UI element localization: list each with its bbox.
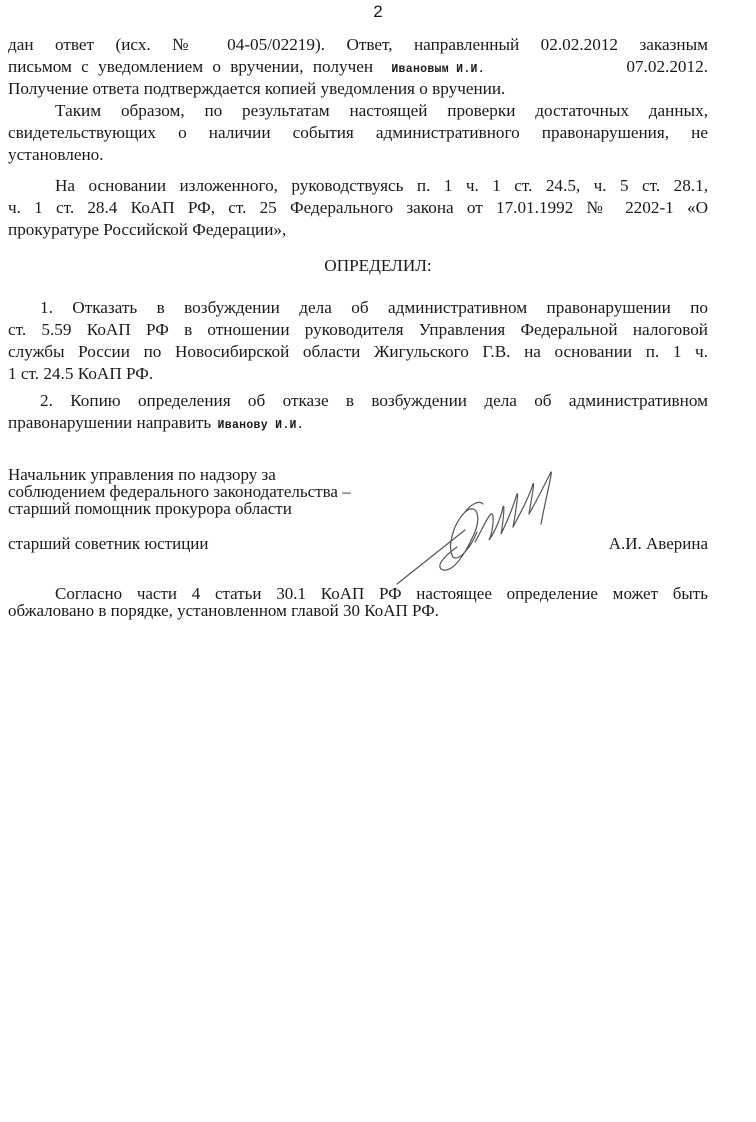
signatory-line2: соблюдением федерального законодательства – xyxy=(8,482,351,501)
appeal-line1: Согласно части 4 статьи 30.1 КоАП РФ настоящее определение может быть xyxy=(55,584,708,603)
para3-line2: ч. 1 ст. 28.4 КоАП РФ, ст. 25 Федерального закона от 17.01.1992 № 2202-1 «О xyxy=(8,198,708,217)
copy-recipient-name: Иванову И.И. xyxy=(217,419,304,432)
appeal-line2: обжаловано в порядке, установленном главой 30 КоАП РФ. xyxy=(8,601,439,620)
item1-line2: ст. 5.59 КоАП РФ в отношении руководителя Управления Федеральной налоговой xyxy=(8,320,708,339)
signatory-line3: старший помощник прокурора области xyxy=(8,499,292,518)
para1-line3: Получение ответа подтверждается копией уведомления о вручении. xyxy=(8,79,506,98)
item2-line2-text: правонарушении направить xyxy=(8,413,212,432)
received-date: 07.02.2012. xyxy=(626,57,708,76)
item2-line2 xyxy=(8,412,708,437)
recipient-name: Ивановым И.И. xyxy=(391,63,485,76)
item2-line1: 2. Копию определения об отказе в возбуждении дела об административном xyxy=(40,391,708,410)
para2-line2: свидетельствующих о наличии события административного правонарушения, не xyxy=(8,123,708,142)
signatory-rank: старший советник юстиции xyxy=(8,534,209,553)
para1-line2-text: письмом с уведомлением о вручении, получен xyxy=(8,57,374,76)
para2-line3: установлено. xyxy=(8,145,104,164)
signatory-name: А.И. Аверина xyxy=(608,534,708,553)
para3-line1: На основании изложенного, руководствуясь п. 1 ч. 1 ст. 24.5, ч. 5 ст. 28.1, xyxy=(55,176,708,195)
section-heading: ОПРЕДЕЛИЛ: xyxy=(324,256,432,275)
item1-line4: 1 ст. 24.5 КоАП РФ. xyxy=(8,364,154,383)
item1-line1: 1. Отказать в возбуждении дела об административном правонарушении по xyxy=(40,298,708,317)
signatory-line1: Начальник управления по надзору за xyxy=(8,465,276,484)
para1-line1: дан ответ (исх. № 04-05/02219). Ответ, направленный 02.02.2012 заказным xyxy=(8,35,708,54)
page-number: 2 xyxy=(373,2,383,21)
handwritten-signature xyxy=(395,462,570,587)
para3-line3: прокуратуре Российской Федерации», xyxy=(8,220,287,239)
item1-line3: службы России по Новосибирской области Жигульского Г.В. на основании п. 1 ч. xyxy=(8,342,708,361)
para2-line1: Таким образом, по результатам настоящей проверки достаточных данных, xyxy=(55,101,708,120)
